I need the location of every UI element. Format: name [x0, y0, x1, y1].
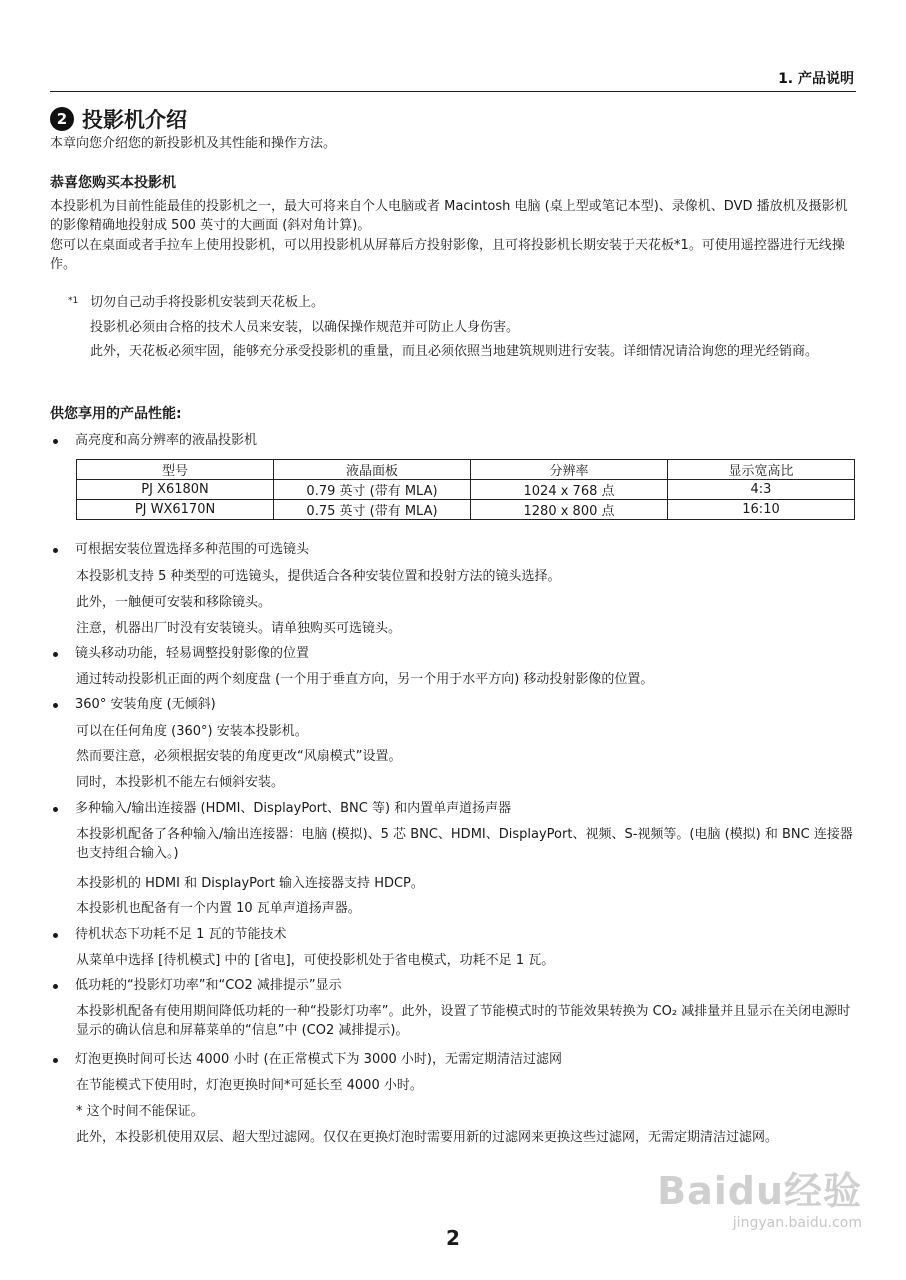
- feature-2-para-2: 此外，一触便可安装和移除镜头。: [76, 595, 272, 610]
- feature-5-para-2: 本投影机的 HDMI 和 DisplayPort 输入连接器支持 HDCP。: [76, 876, 424, 891]
- congrats-paragraph-1: 本投影机为目前性能最佳的投影机之一，最大可将来自个人电脑或者 Macintosh 电脑 (桌上型或笔记本型)、录像机、DVD 播放机及摄影机的影像精确地投射成 500 英寸的大画面 (斜对角计算)。: [50, 199, 848, 233]
- feature-2-para-3: 注意，机器出厂时没有安装镜头。请单独购买可选镜头。: [76, 621, 402, 636]
- bullet-dot: [53, 933, 58, 938]
- spec-cell: 0.79 英寸 (带有 MLA): [274, 480, 471, 500]
- header-rule: [50, 91, 856, 92]
- features-heading: 供您享用的产品性能:: [50, 406, 182, 422]
- spec-cell: PJ WX6170N: [77, 500, 274, 520]
- baidu-watermark: [657, 1160, 862, 1231]
- feature-6-para-1: 从菜单中选择 [待机模式] 中的 [省电]，可使投影机处于省电模式，功耗不足 1 瓦。: [76, 953, 555, 968]
- spec-cell: 16:10: [668, 500, 855, 520]
- watermark-logo: Baidu经验: [657, 1169, 862, 1213]
- bullet-dot: [53, 807, 58, 812]
- bullet-dot: [53, 1058, 58, 1063]
- spec-table-row: [77, 480, 855, 500]
- section-title: [50, 104, 187, 134]
- feature-7-para-1: 本投影机配备有使用期间降低功耗的一种“投影灯功率”。此外，设置了节能模式时的节能效果转换为 CO₂ 减排量并且显示在关闭电源时显示的确认信息和屏幕菜单的“信息”中 (CO2 减排提示)。: [76, 1004, 851, 1038]
- spec-header-cell: 显示宽高比: [668, 460, 855, 480]
- feature-3-para-1: 通过转动投影机正面的两个刻度盘 (一个用于垂直方向，另一个用于水平方向) 移动投射影像的位置。: [76, 672, 654, 687]
- watermark-url: jingyan.baidu.com: [732, 1215, 862, 1231]
- feature-5-para-1: 本投影机配备了各种输入/输出连接器：电脑 (模拟)、5 芯 BNC、HDMI、DisplayPort、视频、S-视频等。(电脑 (模拟) 和 BNC 连接器也支持组合输入。): [76, 827, 853, 861]
- spec-header-cell: 液晶面板: [274, 460, 471, 480]
- feature-bullet-3-text: 镜头移动功能，轻易调整投射影像的位置: [75, 646, 310, 661]
- note-line-2: 投影机必须由合格的技术人员来安装，以确保操作规范并可防止人身伤害。: [90, 320, 520, 335]
- spec-cell: 1024 x 768 点: [471, 480, 668, 500]
- bullet-dot: [53, 703, 58, 708]
- section-title-text: 投影机介绍: [82, 108, 187, 132]
- chapter-heading: 1. 产品说明: [778, 71, 854, 87]
- spec-cell: 0.75 英寸 (带有 MLA): [274, 500, 471, 520]
- feature-8-para-3: 此外，本投影机使用双层、超大型过滤网。仅仅在更换灯泡时需要用新的过滤网来更换这些过滤网，无需定期清洁过滤网。: [76, 1130, 779, 1145]
- feature-4-para-2: 然而要注意，必须根据安装的角度更改“风扇模式”设置。: [76, 749, 402, 764]
- spec-header-cell: 分辨率: [471, 460, 668, 480]
- bullet-dot: [53, 652, 58, 657]
- feature-bullet-5-text: 多种输入/输出连接器 (HDMI、DisplayPort、BNC 等) 和内置单声道扬声器: [75, 801, 512, 816]
- feature-5-para-3: 本投影机也配备有一个内置 10 瓦单声道扬声器。: [76, 901, 361, 916]
- congrats-heading: 恭喜您购买本投影机: [50, 175, 176, 191]
- spec-cell: 4:3: [668, 480, 855, 500]
- note-line-3: 此外，天花板必须牢固，能够充分承受投影机的重量，而且必须依照当地建筑规则进行安装。详细情况请洽询您的理光经销商。: [90, 344, 819, 359]
- congrats-paragraph-2: 您可以在桌面或者手拉车上使用投影机，可以用投影机从屏幕后方投射影像，且可将投影机长期安装于天花板*1。可使用遥控器进行无线操作。: [50, 238, 845, 272]
- feature-bullet-7-text: 低功耗的“投影灯功率”和“CO2 减排提示”显示: [75, 978, 342, 993]
- spec-table-row: [77, 500, 855, 520]
- bullet-dot: [53, 439, 58, 444]
- feature-bullet-6-text: 待机状态下功耗不足 1 瓦的节能技术: [75, 927, 287, 942]
- section-number-badge: 2: [50, 107, 74, 131]
- feature-2-para-1: 本投影机支持 5 种类型的可选镜头，提供适合各种安装位置和投射方法的镜头选择。: [76, 569, 561, 584]
- feature-8-para-1: 在节能模式下使用时，灯泡更换时间*可延长至 4000 小时。: [76, 1078, 423, 1093]
- feature-4-para-3: 同时，本投影机不能左右倾斜安装。: [76, 775, 285, 790]
- feature-8-para-2: * 这个时间不能保证。: [76, 1104, 204, 1119]
- spec-cell: 1280 x 800 点: [471, 500, 668, 520]
- footnote-marker: *1: [68, 296, 79, 306]
- spec-cell: PJ X6180N: [77, 480, 274, 500]
- feature-4-para-1: 可以在任何角度 (360°) 安装本投影机。: [76, 724, 308, 739]
- feature-bullet-1-text: 高亮度和高分辨率的液晶投影机: [75, 433, 258, 448]
- note-line-1: 切勿自己动手将投影机安装到天花板上。: [90, 295, 325, 310]
- feature-bullet-2-text: 可根据安装位置选择多种范围的可选镜头: [75, 542, 310, 557]
- section-intro: 本章向您介绍您的新投影机及其性能和操作方法。: [50, 136, 337, 151]
- feature-bullet-4-text: 360° 安装角度 (无倾斜): [75, 697, 216, 712]
- feature-bullet-8-text: 灯泡更换时间可长达 4000 小时 (在正常模式下为 3000 小时)，无需定期清洁过滤网: [75, 1052, 562, 1067]
- bullet-dot: [53, 984, 58, 989]
- spec-table: [76, 459, 855, 520]
- spec-table-header-row: [77, 460, 855, 480]
- page-number: 2: [446, 1226, 460, 1250]
- bullet-dot: [53, 548, 58, 553]
- spec-header-cell: 型号: [77, 460, 274, 480]
